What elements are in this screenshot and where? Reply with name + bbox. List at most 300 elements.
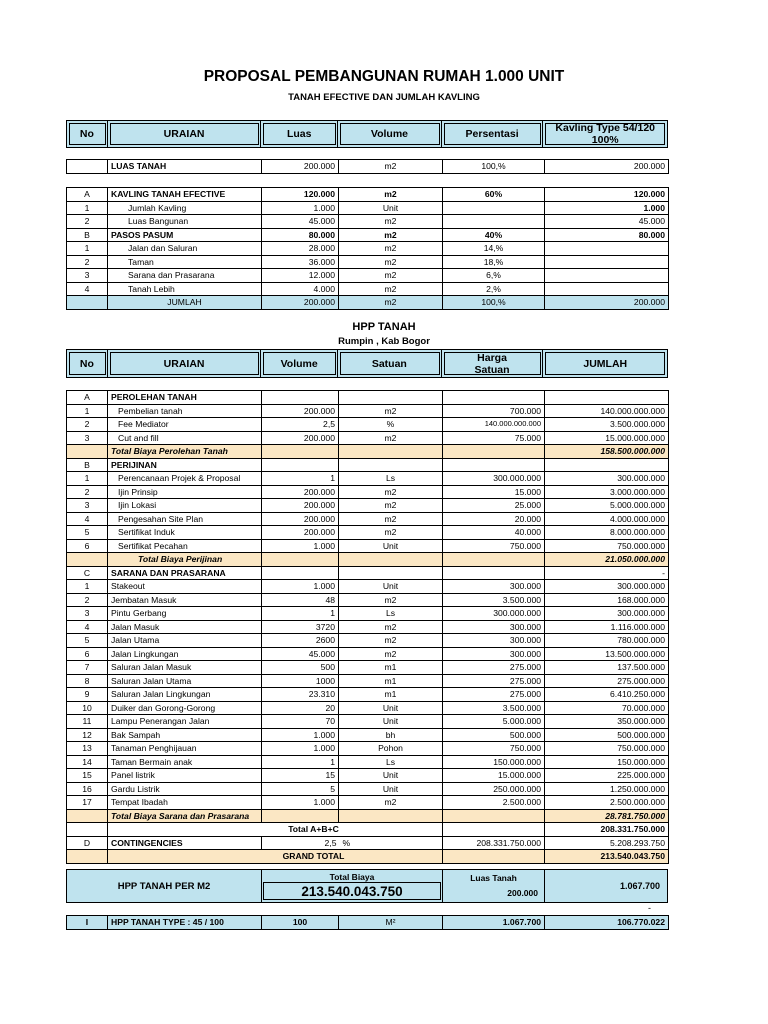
cell: [67, 823, 108, 837]
cell: Perencanaan Projek & Proposal: [108, 472, 262, 486]
cell: Unit: [339, 769, 443, 783]
cell: 15.000: [443, 485, 545, 499]
cell: 21.050.000.000: [545, 553, 669, 567]
cell: Jumlah Kavling: [108, 201, 262, 215]
kavling-row: [67, 228, 669, 242]
cell: Saluran Jalan Masuk: [108, 661, 262, 675]
cell: 28.000: [262, 242, 339, 256]
cell: 150.000.000: [545, 755, 669, 769]
cell: 8: [67, 674, 108, 688]
cell: 75.000: [443, 431, 545, 445]
cell: Bak Sampah: [108, 728, 262, 742]
cell: 3.500.000: [443, 593, 545, 607]
cell: Ls: [339, 472, 443, 486]
cell: Saluran Jalan Utama: [108, 674, 262, 688]
cell: Total Biaya Perolehan Tanah: [108, 445, 262, 459]
cell: 158.500.000.000: [545, 445, 669, 459]
cell: Jalan Lingkungan: [108, 647, 262, 661]
cell: PEROLEHAN TANAH: [108, 391, 262, 405]
table2-header: [66, 349, 668, 378]
cell: [262, 809, 339, 823]
header-no: No: [67, 121, 108, 147]
cell: [545, 458, 669, 472]
cell: m2: [339, 215, 443, 229]
cell: 23.310: [262, 688, 339, 702]
cell: 1.000: [262, 539, 339, 553]
cell: 6: [67, 539, 108, 553]
cell: 11: [67, 715, 108, 729]
cell: 2,5: [262, 418, 339, 432]
cell: 300.000.000: [545, 472, 669, 486]
cell: A: [67, 391, 108, 405]
cell: m2: [339, 242, 443, 256]
header-no: No: [67, 350, 108, 377]
cell: m2: [339, 485, 443, 499]
cell: I: [67, 916, 108, 930]
cell: [67, 850, 108, 864]
luas-tanah-row: [67, 160, 669, 174]
cell: [339, 809, 443, 823]
cell: [545, 391, 669, 405]
cell: Jalan Masuk: [108, 620, 262, 634]
cell: 500: [262, 661, 339, 675]
cell: A: [67, 188, 108, 202]
cell: 300.000.000: [443, 472, 545, 486]
cell: 200.000: [262, 512, 339, 526]
cell: [443, 553, 545, 567]
cell: 1.000: [262, 796, 339, 810]
cell: Unit: [339, 580, 443, 594]
section-row: [67, 391, 669, 405]
cell: Ls: [339, 607, 443, 621]
cell: SARANA DAN PRASARANA: [108, 566, 262, 580]
cell: 1.000: [262, 742, 339, 756]
cell: 60%: [443, 188, 545, 202]
cell: 5.208.293.750: [545, 836, 669, 850]
cell: 2,5: [262, 836, 339, 850]
cell: 2: [67, 418, 108, 432]
cell: 1.250.000.000: [545, 782, 669, 796]
cell: Jembatan Masuk: [108, 593, 262, 607]
item-row: [67, 674, 669, 688]
cell: D: [67, 836, 108, 850]
cell: 2: [67, 215, 108, 229]
item-row: [67, 715, 669, 729]
cell: [339, 458, 443, 472]
cell: 275.000: [443, 674, 545, 688]
cell: m1: [339, 688, 443, 702]
section-row: [67, 458, 669, 472]
kavling-row: [67, 242, 669, 256]
header-kavling: [543, 121, 667, 147]
cell: %: [339, 836, 443, 850]
cell: Saluran Jalan Lingkungan: [108, 688, 262, 702]
cell: Total Biaya Perijinan: [108, 553, 262, 567]
cell: 275.000: [443, 688, 545, 702]
item-row: [67, 499, 669, 513]
cell: 1.000: [262, 201, 339, 215]
cell: 750.000: [443, 539, 545, 553]
cell: 1: [67, 472, 108, 486]
cell: 3.500.000: [443, 701, 545, 715]
item-row: [67, 755, 669, 769]
cell: 15: [67, 769, 108, 783]
cell: 45.000: [262, 647, 339, 661]
cell: m2: [339, 282, 443, 296]
item-row: [67, 404, 669, 418]
cell: 200.000: [262, 404, 339, 418]
cell: Tempat Ibadah: [108, 796, 262, 810]
hpp-title: HPP TANAH: [352, 321, 416, 333]
cell: 4: [67, 282, 108, 296]
item-row: [67, 512, 669, 526]
kavling-table: [66, 187, 669, 310]
cell: 1: [262, 472, 339, 486]
cell: PERIJINAN: [108, 458, 262, 472]
cell: 200.000: [262, 160, 339, 174]
item-row: [67, 688, 669, 702]
item-row: [67, 782, 669, 796]
cell: Luas Bangunan: [108, 215, 262, 229]
cell: 40%: [443, 228, 545, 242]
cell: [67, 296, 108, 310]
cell: m2: [339, 255, 443, 269]
cell: M²: [339, 916, 443, 930]
cell: JUMLAH: [108, 296, 262, 310]
cell: 15.000.000.000: [545, 431, 669, 445]
cell: 17: [67, 796, 108, 810]
cell: Ijin Prinsip: [108, 485, 262, 499]
cell: 40.000: [443, 526, 545, 540]
cell: 1: [67, 242, 108, 256]
cell: m2: [339, 228, 443, 242]
section-row: [67, 566, 669, 580]
cell: 4: [67, 512, 108, 526]
header-uraian: URAIAN: [108, 350, 261, 377]
total-abc-row: [67, 823, 669, 837]
item-row: [67, 796, 669, 810]
item-row: [67, 593, 669, 607]
cell: [443, 445, 545, 459]
header-persentasi: Persentasi: [442, 121, 544, 147]
cell: 300.000: [443, 580, 545, 594]
cell: 3: [67, 431, 108, 445]
cell: 300.000.000: [545, 580, 669, 594]
cell: m1: [339, 674, 443, 688]
cell: Duiker dan Gorong-Gorong: [108, 701, 262, 715]
cell: 20.000: [443, 512, 545, 526]
cell: Tanaman Penghijauan: [108, 742, 262, 756]
cell: bh: [339, 728, 443, 742]
cell: m2: [339, 188, 443, 202]
item-row: [67, 620, 669, 634]
cell: 1000: [262, 674, 339, 688]
cell: [443, 566, 545, 580]
cell: [67, 160, 108, 174]
cell: 200.000: [262, 526, 339, 540]
cell: 200.000: [262, 431, 339, 445]
cell: 16: [67, 782, 108, 796]
cell: [262, 566, 339, 580]
item-row: [67, 661, 669, 675]
kavling-row: [67, 269, 669, 283]
cell: 200.000: [545, 160, 669, 174]
cell: m1: [339, 661, 443, 675]
cell: Total A+B+C: [108, 823, 443, 837]
cell: 4.000: [262, 282, 339, 296]
cell: [339, 391, 443, 405]
hpp-per-m2-value: 1.067.700: [619, 881, 660, 891]
cell: 7: [67, 661, 108, 675]
cell: Tanah Lebih: [108, 282, 262, 296]
cell: 208.331.750.000: [443, 836, 545, 850]
luas-tanah-cell: [443, 870, 545, 902]
cell: 4: [67, 620, 108, 634]
cell: [339, 445, 443, 459]
header-jumlah: JUMLAH: [543, 350, 667, 377]
cell: 100: [262, 916, 339, 930]
cell: HPP TANAH TYPE : 45 / 100: [108, 916, 262, 930]
item-row: [67, 607, 669, 621]
cell: 150.000.000: [443, 755, 545, 769]
cell: Unit: [339, 539, 443, 553]
hpp-type-row: [67, 916, 669, 930]
cell: 12: [67, 728, 108, 742]
grand-total-row: [67, 850, 669, 864]
subtotal-row: [67, 809, 669, 823]
kavling-row: [67, 255, 669, 269]
cell: 275.000: [443, 661, 545, 675]
cell: m2: [339, 620, 443, 634]
cell: 120.000: [262, 188, 339, 202]
cell: LUAS TANAH: [108, 160, 262, 174]
cell: 5: [67, 634, 108, 648]
cell: 12.000: [262, 269, 339, 283]
cell: 300.000: [443, 647, 545, 661]
cell: 168.000.000: [545, 593, 669, 607]
cell: 780.000.000: [545, 634, 669, 648]
cell: Cut and fill: [108, 431, 262, 445]
cell: PASOS PASUM: [108, 228, 262, 242]
kavling-row: [67, 201, 669, 215]
cell: Pohon: [339, 742, 443, 756]
cell: m2: [339, 647, 443, 661]
header-satuan: Satuan: [338, 350, 442, 377]
cell: Jalan dan Saluran: [108, 242, 262, 256]
cell: 1.000: [545, 201, 669, 215]
cell: [262, 391, 339, 405]
cell: m2: [339, 160, 443, 174]
cell: 140.000.000.000: [443, 418, 545, 432]
cell: 137.500.000: [545, 661, 669, 675]
cell: 100,%: [443, 160, 545, 174]
cell: B: [67, 228, 108, 242]
cell: 5: [262, 782, 339, 796]
cell: 3: [67, 269, 108, 283]
cell: 70: [262, 715, 339, 729]
cell: 300.000: [443, 620, 545, 634]
kavling-row: [67, 188, 669, 202]
cell: Pembelian tanah: [108, 404, 262, 418]
cell: Gardu Listrik: [108, 782, 262, 796]
cell: 2: [67, 593, 108, 607]
cell: [443, 809, 545, 823]
item-row: [67, 472, 669, 486]
cell: m2: [339, 269, 443, 283]
cell: 5.000.000.000: [545, 499, 669, 513]
kavling-row: [67, 282, 669, 296]
cell: 750.000: [443, 742, 545, 756]
cell: Ijin Lokasi: [108, 499, 262, 513]
cell: 100,%: [443, 296, 545, 310]
cell: Total Biaya Sarana dan Prasarana: [108, 809, 262, 823]
cell: [443, 201, 545, 215]
cell: Sertifikat Pecahan: [108, 539, 262, 553]
cell: 120.000: [545, 188, 669, 202]
cell: [262, 458, 339, 472]
cell: 6.410.250.000: [545, 688, 669, 702]
cell: 28.781.750.000: [545, 809, 669, 823]
subtotal-row: [67, 553, 669, 567]
cell: 140.000.000.000: [545, 404, 669, 418]
header-harga-satuan: Harga Satuan: [442, 350, 544, 377]
cell: 45.000: [545, 215, 669, 229]
cell: [443, 215, 545, 229]
cell: B: [67, 458, 108, 472]
header-kavling-type: Kavling Type 54/120: [555, 122, 655, 134]
cell: 3.500.000.000: [545, 418, 669, 432]
cell: 15: [262, 769, 339, 783]
cell: [545, 255, 669, 269]
cell: m2: [339, 404, 443, 418]
cell: 1: [262, 607, 339, 621]
cell: m2: [339, 634, 443, 648]
cell: m2: [339, 593, 443, 607]
cell: CONTINGENCIES: [108, 836, 262, 850]
header-kavling-pct: 100%: [591, 134, 619, 146]
cell: 3.000.000.000: [545, 485, 669, 499]
hpp-subtitle: Rumpin , Kab Bogor: [338, 336, 430, 347]
cell: [262, 445, 339, 459]
cell: Unit: [339, 782, 443, 796]
cell: Sarana dan Prasarana: [108, 269, 262, 283]
hpp-table: [66, 390, 669, 864]
cell: Unit: [339, 715, 443, 729]
cell: 48: [262, 593, 339, 607]
item-row: [67, 701, 669, 715]
cell: 20: [262, 701, 339, 715]
cell: 13: [67, 742, 108, 756]
cell: 1.067.700: [443, 916, 545, 930]
cell: 13.500.000.000: [545, 647, 669, 661]
item-row: [67, 418, 669, 432]
cell: Pintu Gerbang: [108, 607, 262, 621]
cell: 750.000.000: [545, 539, 669, 553]
cell: 200.000: [545, 296, 669, 310]
cell: 500.000: [443, 728, 545, 742]
cell: 208.331.750.000: [545, 823, 669, 837]
cell: Taman Bermain anak: [108, 755, 262, 769]
kavling-row: [67, 215, 669, 229]
cell: 1: [67, 580, 108, 594]
table1-header: [66, 120, 668, 148]
item-row: [67, 539, 669, 553]
cell: Pengesahan Site Plan: [108, 512, 262, 526]
cell: 18,%: [443, 255, 545, 269]
cell: 5: [67, 526, 108, 540]
cell: [67, 809, 108, 823]
cell: 213.540.043.750: [545, 850, 669, 864]
cell: 2600: [262, 634, 339, 648]
luas-tanah-table: [66, 159, 669, 174]
cell: 750.000.000: [545, 742, 669, 756]
item-row: [67, 769, 669, 783]
item-row: [67, 485, 669, 499]
header-uraian: URAIAN: [108, 121, 261, 147]
cell: [67, 445, 108, 459]
cell: m2: [339, 526, 443, 540]
cell: 3: [67, 607, 108, 621]
cell: 15.000.000: [443, 769, 545, 783]
header-luas: Luas: [261, 121, 338, 147]
cell: 1: [262, 755, 339, 769]
total-biaya-cell: [262, 870, 443, 902]
luas-tanah-label: Luas Tanah: [470, 873, 517, 883]
page-subtitle: TANAH EFECTIVE DAN JUMLAH KAVLING: [288, 92, 480, 103]
hpp-type-table: [66, 915, 669, 930]
cell: m2: [339, 431, 443, 445]
cell: 300.000: [443, 634, 545, 648]
cell: 2.500.000: [443, 796, 545, 810]
jumlah-row: [67, 296, 669, 310]
hpp-per-m2-label: HPP TANAH PER M2: [67, 870, 262, 902]
contingencies-row: [67, 836, 669, 850]
cell: 250.000.000: [443, 782, 545, 796]
item-row: [67, 742, 669, 756]
cell: 4.000.000.000: [545, 512, 669, 526]
cell: Unit: [339, 701, 443, 715]
cell: 300.000.000: [545, 607, 669, 621]
total-biaya-label: Total Biaya: [329, 872, 375, 882]
cell: [545, 282, 669, 296]
cell: [443, 823, 545, 837]
cell: 300.000.000: [443, 607, 545, 621]
item-row: [67, 580, 669, 594]
cell: Jalan Utama: [108, 634, 262, 648]
cell: 106.770.022: [545, 916, 669, 930]
cell: Unit: [339, 201, 443, 215]
cell: m2: [339, 512, 443, 526]
cell: [339, 566, 443, 580]
cell: [443, 850, 545, 864]
cell: 1.000: [262, 580, 339, 594]
cell: 2: [67, 255, 108, 269]
cell: [443, 391, 545, 405]
cell: Lampu Penerangan Jalan: [108, 715, 262, 729]
cell: 5.000.000: [443, 715, 545, 729]
cell: 14,%: [443, 242, 545, 256]
cell: Panel listrik: [108, 769, 262, 783]
cell: 80.000: [545, 228, 669, 242]
cell: 200.000: [262, 499, 339, 513]
cell: 1: [67, 201, 108, 215]
cell: Ls: [339, 755, 443, 769]
total-biaya-value: 213.540.043.750: [263, 882, 441, 900]
cell: m2: [339, 499, 443, 513]
cell: 3720: [262, 620, 339, 634]
cell: GRAND TOTAL: [108, 850, 443, 864]
cell: m2: [339, 796, 443, 810]
